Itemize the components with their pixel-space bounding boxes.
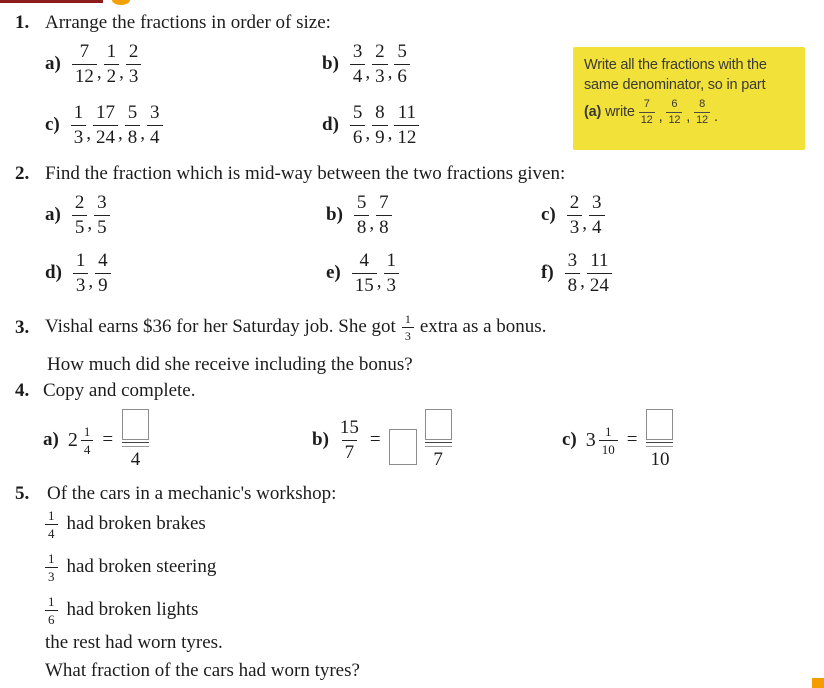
question-number: 3. [15,317,30,338]
whole-number: 3 [585,428,596,451]
fraction-denominator: 3 [567,215,583,238]
fraction [71,103,87,148]
comma-separator: , [580,271,585,292]
fraction-numerator: 1 [605,423,612,439]
fraction [372,103,388,148]
fraction-numerator: 2 [375,40,385,62]
fraction-denominator: 4 [81,440,94,456]
fraction [126,42,142,87]
fraction-group [350,103,420,148]
hint-callout [573,47,805,150]
inline-fraction [402,313,414,342]
fraction-group [352,251,399,296]
fraction-numerator: 8 [699,98,705,110]
fraction [81,425,94,456]
fraction [45,509,58,540]
q4-part-a [43,413,149,470]
fraction [394,103,419,148]
fraction-numerator: 2 [128,40,139,62]
q3-line1 [45,306,546,348]
question-prompt: Arrange the fractions in order of size: [45,12,331,33]
fraction-group [71,103,163,148]
fraction [95,251,111,296]
part-label: d) [45,262,62,283]
fraction-denominator: 9 [372,125,388,148]
hint-line: Write all the fractions with the [584,57,767,73]
fraction-numerator: 15 [339,416,359,438]
fraction-numerator: 2 [569,191,580,213]
fraction-denominator: 8 [354,215,370,238]
fraction-denominator: 5 [94,215,110,238]
q2-part-c [541,190,605,240]
mixed-number [586,425,618,456]
q2-part-a [45,190,110,240]
fraction-numerator: 1 [48,507,55,523]
question-number: 5. [15,483,30,504]
fraction-denominator: 8 [125,125,141,148]
fraction-numerator: 7 [379,191,389,213]
fraction [73,251,89,296]
cropped-heading-bar [0,0,103,3]
fraction-denominator: 5 [72,215,88,238]
fraction-numerator: 1 [404,311,411,326]
fraction [125,103,141,148]
orange-ball-icon [112,0,130,5]
fraction [94,193,110,238]
comma-separator: , [86,123,92,144]
fraction-denominator: 10 [650,448,670,470]
car-item [45,549,216,585]
part-label: f) [541,262,554,283]
equals-sign: = [626,429,638,450]
fraction [337,418,362,463]
fraction [384,251,400,296]
comma-separator: , [96,62,102,83]
fraction-numerator: 6 [671,98,678,110]
part-label: b) [326,204,343,225]
whole-number: 2 [67,428,78,451]
fraction-denominator: 7 [342,440,358,463]
fraction-denominator: 12 [72,64,97,87]
fraction-denominator: 4 [45,524,58,540]
q2-part-f [541,248,612,298]
fraction [567,193,583,238]
fraction [104,42,120,87]
fraction-group [73,251,111,296]
fraction-denominator: 12 [394,125,419,148]
fraction-numerator: 17 [96,101,116,123]
fraction-denominator: 3 [73,273,89,296]
fraction-denominator: 4 [589,215,605,238]
fraction-numerator: 3 [352,40,363,62]
question-text: Vishal earns $36 for her Saturday job. She got [45,316,396,337]
part-label: b) [312,429,329,450]
part-label: c) [562,429,577,450]
question-number: 2. [15,163,30,184]
fraction-numerator: 1 [48,550,55,566]
fraction-numerator: 3 [592,191,602,213]
comma-separator: , [119,62,124,83]
comma-separator: , [686,109,691,126]
fraction-group [350,42,410,87]
fraction-numerator: 1 [386,249,397,271]
fraction [93,103,118,148]
question-number: 4. [15,380,30,401]
comma-separator: , [387,123,393,144]
comma-separator: , [140,123,146,144]
fraction-numerator: 1 [48,593,55,609]
hint-line: same denominator, so in part [584,77,766,93]
part-label: e) [326,262,341,283]
part-label: d) [322,114,339,135]
fraction-denominator: 4 [350,64,366,87]
q2-part-b [326,190,392,240]
fraction-numerator: 8 [375,101,385,123]
question-prompt: Copy and complete. [43,380,196,401]
car-item [45,592,198,628]
fraction-denominator: 4 [130,448,141,470]
car-item [45,506,206,542]
fraction-group [567,193,605,238]
part-label: a) [45,53,61,74]
fraction-group [72,42,142,87]
comma-separator: , [658,109,663,126]
fraction-numerator: 3 [150,101,160,123]
fraction [587,251,612,296]
q4-part-b [312,413,452,470]
fraction-denominator: 15 [352,273,377,296]
fraction-group [72,193,110,238]
fraction-denominator: 6 [45,610,58,626]
comma-separator: , [582,213,588,234]
hint-fraction [694,98,710,126]
fraction-denominator: 3 [71,125,87,148]
hint-fraction [639,98,655,126]
fraction-group [565,251,612,296]
fraction-numerator: 7 [643,98,650,110]
fraction-numerator: 11 [397,101,417,123]
fraction [45,595,58,626]
q1-part-a [45,39,141,89]
fraction-numerator: 11 [590,249,609,271]
fraction-denominator: 3 [384,273,400,296]
fraction [350,103,366,148]
q2-part-e [326,248,399,298]
fraction-numerator: 1 [106,40,117,62]
q1-part-c [45,100,163,150]
fraction-numerator: 5 [397,40,407,62]
fraction-numerator: 5 [127,101,138,123]
comma-separator: , [387,62,393,83]
fraction-denominator: 10 [599,440,618,456]
answer-box [646,409,673,440]
fraction [352,251,377,296]
fraction-group [354,193,392,238]
fraction [372,42,388,87]
q2-part-d [45,248,111,298]
fraction-denominator: 24 [93,125,118,148]
fraction-denominator: 7 [433,448,443,470]
fraction-numerator: 3 [567,249,578,271]
fraction [350,42,366,87]
fraction [565,251,581,296]
question-text: extra as a bonus. [419,316,547,337]
part-label: a) [45,204,61,225]
fraction-denominator: 2 [104,64,120,87]
q4-part-c [562,413,673,470]
fraction [72,42,97,87]
fraction-denominator: 6 [394,64,410,87]
car-item-text: had broken steering [66,556,217,577]
fraction-denominator: 6 [350,125,366,148]
fraction-numerator: 3 [97,191,107,213]
box-fraction [425,409,452,471]
fraction-numerator: 5 [356,191,367,213]
fraction [147,103,163,148]
q3-line2: How much did she receive including the bonus? [47,354,413,375]
fraction [394,42,410,87]
fraction-denominator: 12 [668,113,681,126]
hint-part-label: (a) [584,104,602,121]
question-prompt: Of the cars in a mechanic's workshop: [47,483,337,504]
fraction-numerator: 7 [79,40,90,62]
box-fraction [646,409,673,471]
hint-word: write [605,104,635,121]
q5-rest-line: the rest had worn tyres. [45,632,223,653]
fraction-denominator: 3 [45,567,58,583]
answer-box [122,409,149,440]
comma-separator: , [365,62,371,83]
comma-separator: , [88,271,94,292]
answer-box [425,409,452,440]
comma-separator: , [365,123,371,144]
fraction-numerator: 1 [73,101,84,123]
fraction-numerator: 1 [83,423,91,439]
page-corner-marker [812,678,824,688]
part-label: c) [45,114,60,135]
period: . [713,109,718,126]
equals-sign: = [369,429,381,450]
fraction-denominator: 8 [376,215,392,238]
fraction-denominator: 4 [147,125,163,148]
hint-fraction [666,98,682,126]
comma-separator: , [87,213,93,234]
fraction-denominator: 12 [696,113,708,126]
fraction-denominator: 8 [565,273,581,296]
part-label: b) [322,53,339,74]
part-label: a) [43,429,59,450]
fraction [354,193,370,238]
fraction-denominator: 24 [587,273,612,296]
question-prompt: Find the fraction which is mid-way between the two fractions given: [45,163,566,184]
fraction-numerator: 1 [75,249,86,271]
fraction [72,193,88,238]
fraction-numerator: 5 [352,101,363,123]
fraction [589,193,605,238]
car-item-text: had broken brakes [66,513,206,534]
mixed-number [68,425,94,456]
fraction-numerator: 4 [98,249,108,271]
fraction-numerator: 4 [359,249,370,271]
fraction-numerator: 2 [74,191,85,213]
box-fraction [122,409,149,471]
equals-sign: = [102,429,114,450]
fraction [376,193,392,238]
comma-separator: , [369,213,375,234]
fraction-denominator: 3 [402,327,414,342]
comma-separator: , [376,271,382,292]
hint-line [584,98,794,126]
fraction-denominator: 12 [640,113,653,126]
fraction-denominator: 9 [95,273,111,296]
q1-part-b [322,39,410,89]
fraction-denominator: 3 [126,64,142,87]
fraction-denominator: 3 [372,64,388,87]
q1-part-d [322,100,419,150]
question-number: 1. [15,12,30,33]
fraction [599,425,618,456]
comma-separator: , [118,123,123,144]
part-label: c) [541,204,556,225]
q5-question-line: What fraction of the cars had worn tyres? [45,660,360,681]
fraction [45,552,58,583]
answer-box [389,429,417,465]
car-item-text: had broken lights [66,599,199,620]
